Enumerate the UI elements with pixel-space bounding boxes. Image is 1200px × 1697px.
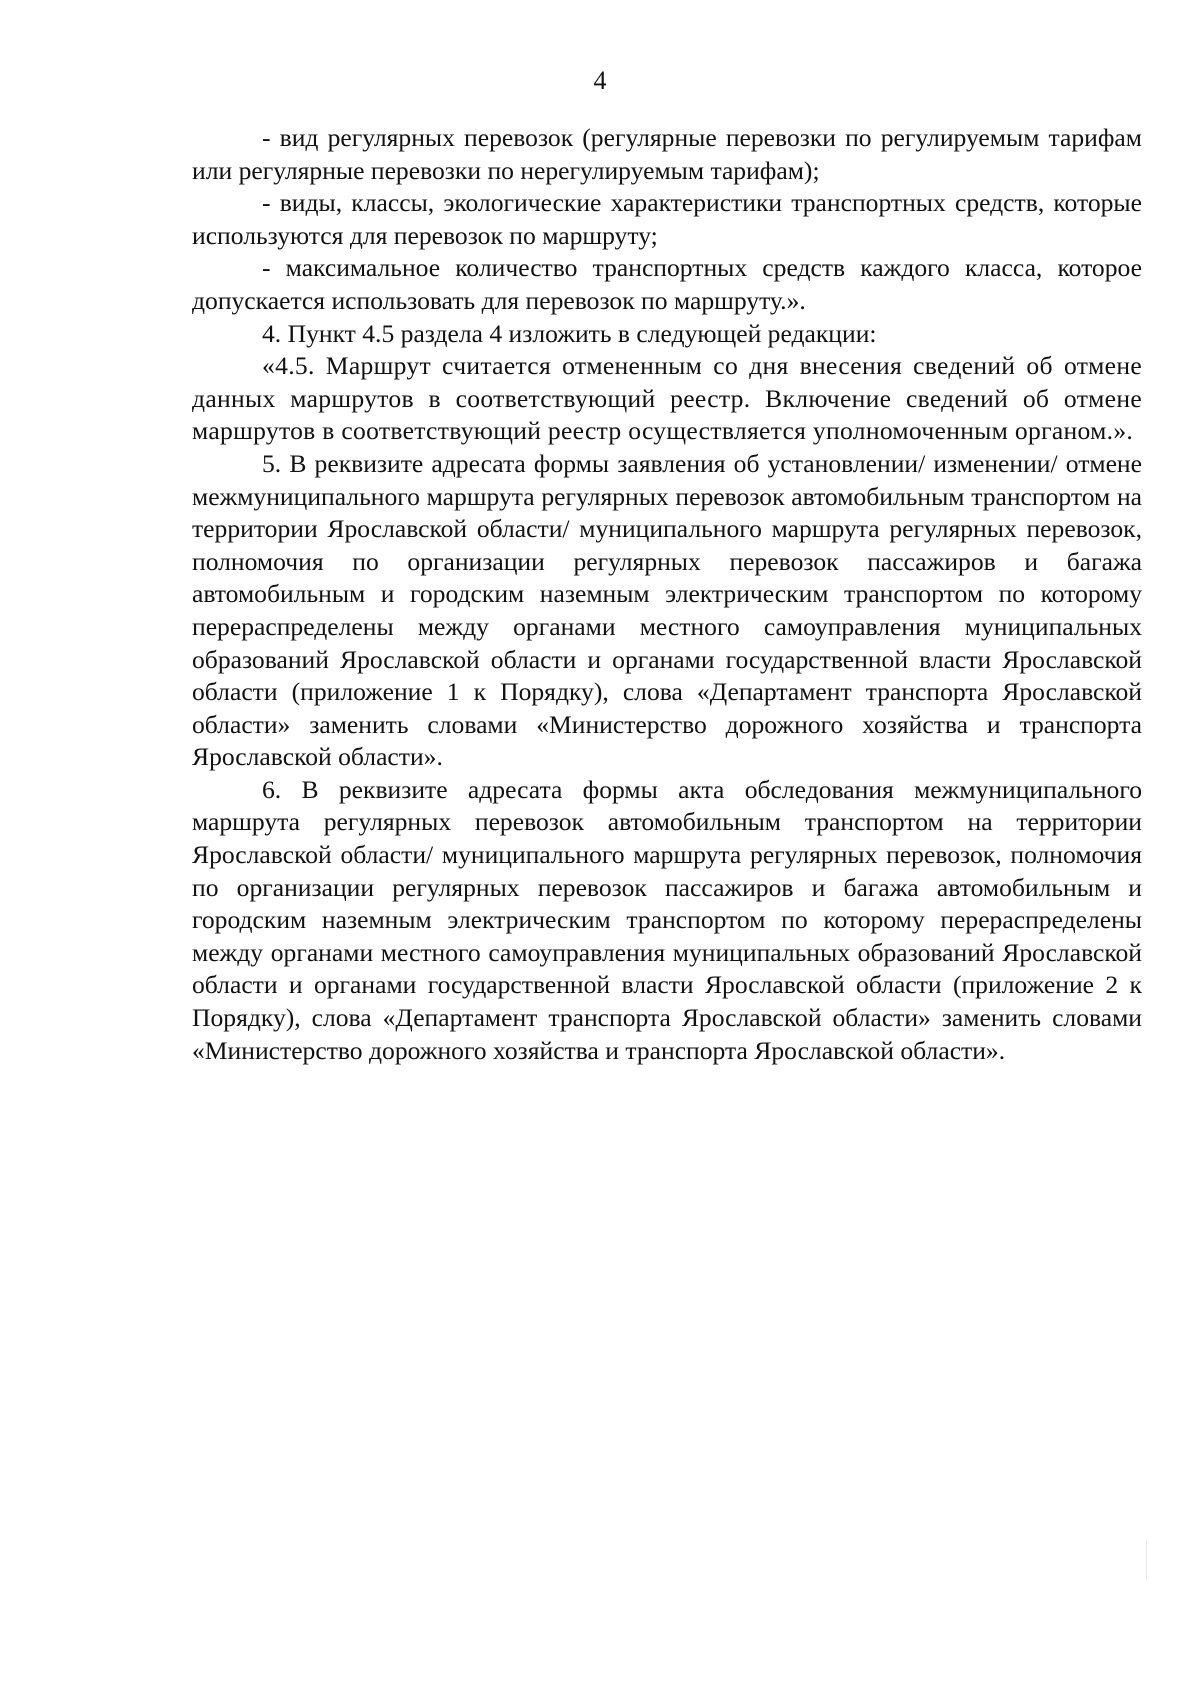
paragraph-item-4: 4. Пункт 4.5 раздела 4 изложить в следующей редакции: (262, 318, 877, 348)
paragraph-vehicle-classes: - виды, классы, экологические характеристики транспортных средств, которые используются для перевозок по маршруту; (192, 188, 1142, 250)
page-number: 4 (593, 66, 607, 95)
paragraph-item-5: 5. В реквизите адресата формы заявления об установлении/ изменении/ отмене межмуниципального маршрута регулярных перевозок автомобильным транспортом на территории Ярославской области/ муниципального маршрута регулярных перевозок, полномочия по организации регулярных перевозок пассажиров и багажа автомобильным и городским наземным электрическим транспортом по которому перераспределены между органами местного самоуправления муниципальных образований Ярославской области и органами государственной власти Ярославской области (приложение 1 к Порядку), слова «Департамент транспорта Ярославской области» заменить словами «Министерство дорожного хозяйства и транспорта Ярославской области». (192, 448, 1142, 772)
document-body (192, 122, 1142, 1067)
paragraph-max-vehicles: - максимальное количество транспортных средств каждого класса, которое допускается использовать для перевозок по маршруту.». (192, 253, 1142, 315)
paragraph-route-type: - вид регулярных перевозок (регулярные перевозки по регулируемым тарифам или регулярные перевозки по нерегулируемым тарифам); (192, 123, 1142, 185)
paragraph-item-6: 6. В реквизите адресата формы акта обследования межмуниципального маршрута регулярных перевозок автомобильным транспортом на территории Ярославской области/ муниципального маршрута регулярных перевозок, полномочия по организации регулярных перевозок пассажиров и багажа автомобильным и городским наземным электрическим транспортом по которому перераспределены между органами местного самоуправления муниципальных образований Ярославской области и органами государственной власти Ярославской области (приложение 2 к Порядку), слова «Департамент транспорта Ярославской области» заменить словами «Министерство дорожного хозяйства и транспорта Ярославской области». (192, 774, 1142, 1065)
paragraph-item-4-5: «4.5. Маршрут считается отмененным со дня внесения сведений об отмене данных маршрутов в соответствующий реестр. Включение сведений об отмене маршрутов в соответствующий реестр осуществляется уполномоченным органом.». (192, 351, 1142, 446)
scan-artifact (1146, 1540, 1147, 1580)
